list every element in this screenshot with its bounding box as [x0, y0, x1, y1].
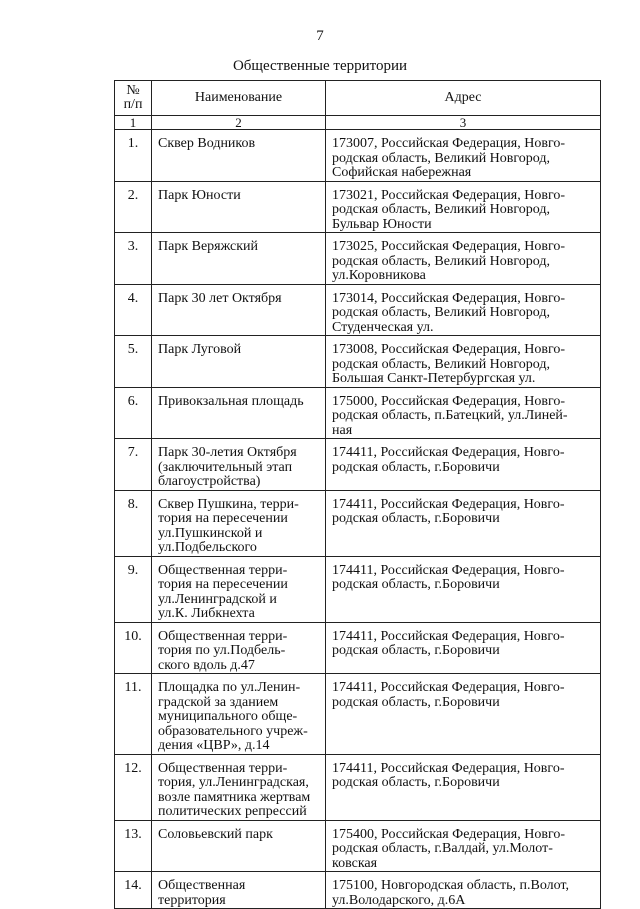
header-address: Адрес	[326, 81, 601, 116]
territory-name-cell	[152, 556, 326, 622]
territory-name: Соловьевский парк	[158, 826, 273, 842]
territory-name: Парк Юности	[158, 187, 241, 203]
row-number: 10.	[124, 628, 142, 644]
territory-address: 175400, Российская Федерация, Новго- родская область, г.Валдай, ул.Молот- ковская	[332, 826, 565, 871]
territory-name-cell	[152, 622, 326, 674]
territory-address-cell	[326, 820, 601, 872]
row-number: 3.	[127, 239, 139, 254]
territory-name: Привокзальная площадь	[158, 393, 304, 409]
territory-name-cell	[152, 336, 326, 388]
territory-address-cell	[326, 439, 601, 491]
row-number-cell	[115, 872, 152, 909]
page-title: Общественные территории	[232, 58, 408, 74]
territory-address: 174411, Российская Федерация, Новго- родская область, г.Боровичи	[332, 760, 565, 790]
row-number-cell	[115, 622, 152, 674]
row-number-cell	[115, 233, 152, 285]
row-number-cell	[115, 336, 152, 388]
header-number	[115, 81, 152, 116]
territory-address-cell	[326, 872, 601, 909]
territory-name-cell	[152, 233, 326, 285]
table-row	[115, 674, 601, 755]
territory-name-cell	[152, 130, 326, 182]
table-row	[115, 336, 601, 388]
row-number-cell	[115, 490, 152, 556]
territory-address: 173025, Российская Федерация, Новго- родская область, Великий Новгород, ул.Коровникова	[332, 239, 565, 283]
row-number: 5.	[127, 342, 139, 357]
territory-address: 173008, Российская Федерация, Новго- родская область, Великий Новгород, Большая Санкт-Петербургская ул.	[332, 342, 565, 386]
table-row	[115, 556, 601, 622]
territory-name-cell	[152, 439, 326, 491]
territory-address-cell	[326, 622, 601, 674]
row-number-cell	[115, 556, 152, 622]
territory-address: 175100, Новгородская область, п.Волот, ул.Володарского, д.6А	[332, 878, 569, 908]
territory-name-cell	[152, 490, 326, 556]
table-row	[115, 233, 601, 285]
territory-name: Сквер Водников	[158, 136, 256, 151]
row-number-cell	[115, 181, 152, 233]
territory-address-cell	[326, 754, 601, 820]
row-number-cell	[115, 284, 152, 336]
territory-address-cell	[326, 336, 601, 388]
row-number: 12.	[124, 760, 142, 776]
territory-address-cell	[326, 674, 601, 755]
table-row	[115, 387, 601, 439]
column-number-3: 3	[326, 116, 601, 130]
territory-name: Парк Веряжский	[158, 239, 259, 254]
table-row	[115, 181, 601, 233]
territory-address: 174411, Российская Федерация, Новго- родская область, г.Боровичи	[332, 680, 565, 710]
territory-name: Парк 30-летия Октября (заключительный этап благоустройства)	[158, 445, 297, 489]
header-row	[115, 81, 601, 116]
table-row	[115, 439, 601, 491]
territory-address-cell	[326, 490, 601, 556]
territory-name: Общественная территория	[158, 878, 246, 908]
row-number: 13.	[124, 826, 142, 842]
row-number-cell	[115, 387, 152, 439]
territory-name: Общественная терри- тория на пересечении ул.Ленинградской и ул.К. Либкнехта	[158, 562, 288, 621]
territory-name-cell	[152, 387, 326, 439]
territory-address: 173014, Российская Федерация, Новго- родская область, Великий Новгород, Студенческая ул.	[332, 290, 565, 335]
territory-address: 174411, Российская Федерация, Новго- родская область, г.Боровичи	[332, 562, 565, 592]
row-number-cell	[115, 130, 152, 182]
row-number-cell	[115, 820, 152, 872]
row-number: 4.	[127, 290, 139, 306]
row-number: 2.	[127, 187, 139, 203]
row-number: 14.	[124, 878, 142, 893]
territory-address: 174411, Российская Федерация, Новго- родская область, г.Боровичи	[332, 628, 565, 658]
row-number: 1.	[127, 136, 139, 151]
table-row	[115, 284, 601, 336]
territory-name-cell	[152, 754, 326, 820]
table-row	[115, 754, 601, 820]
territory-address-cell	[326, 556, 601, 622]
public-territories-table	[114, 80, 601, 909]
table-row	[115, 490, 601, 556]
row-number: 9.	[127, 562, 139, 578]
territory-name: Общественная терри- тория по ул.Подбель- ского вдоль д.47	[158, 628, 288, 673]
territory-address-cell	[326, 387, 601, 439]
territory-address: 174411, Российская Федерация, Новго- родская область, г.Боровичи	[332, 445, 565, 475]
header-name: Наименование	[152, 81, 326, 116]
territory-address: 173007, Российская Федерация, Новго- родская область, Великий Новгород, Софийская набережная	[332, 136, 565, 180]
territory-name: Сквер Пушкина, терри- тория на пересечении ул.Пушкинской и ул.Подбельского	[158, 496, 299, 555]
table-row	[115, 622, 601, 674]
territory-name: Парк Луговой	[158, 342, 242, 357]
row-number-cell	[115, 674, 152, 755]
row-number: 11.	[124, 680, 142, 695]
row-number: 6.	[127, 393, 139, 409]
table-row	[115, 130, 601, 182]
row-number: 8.	[127, 496, 139, 512]
territory-address: 174411, Российская Федерация, Новго- родская область, г.Боровичи	[332, 496, 565, 526]
table-row	[115, 872, 601, 909]
territory-name-cell	[152, 284, 326, 336]
column-number-row	[115, 116, 601, 130]
table-row	[115, 820, 601, 872]
territory-name-cell	[152, 674, 326, 755]
territory-address: 175000, Российская Федерация, Новго- родская область, п.Батецкий, ул.Линей- ная	[332, 393, 568, 438]
row-number-cell	[115, 754, 152, 820]
row-number: 7.	[127, 445, 139, 460]
territory-address-cell	[326, 130, 601, 182]
territory-address: 173021, Российская Федерация, Новго- родская область, Великий Новгород, Бульвар Юности	[332, 187, 565, 232]
territory-address-cell	[326, 181, 601, 233]
column-number-2: 2	[152, 116, 326, 130]
territory-name-cell	[152, 872, 326, 909]
header-number-label: № п/п	[123, 83, 143, 112]
row-number-cell	[115, 439, 152, 491]
territory-address-cell	[326, 233, 601, 285]
column-number-1: 1	[115, 116, 152, 130]
territory-name-cell	[152, 181, 326, 233]
territory-name: Парк 30 лет Октября	[158, 290, 282, 306]
territory-name: Общественная терри- тория, ул.Ленинградская, возле памятника жертвам политических репрессий	[158, 760, 311, 819]
territory-address-cell	[326, 284, 601, 336]
page-number: 7	[316, 28, 324, 44]
territory-name-cell	[152, 820, 326, 872]
territory-name: Площадка по ул.Ленин- градской за зданием муниципального обще- образовательного учреж- дения «ЦВР», д.14	[158, 680, 308, 753]
